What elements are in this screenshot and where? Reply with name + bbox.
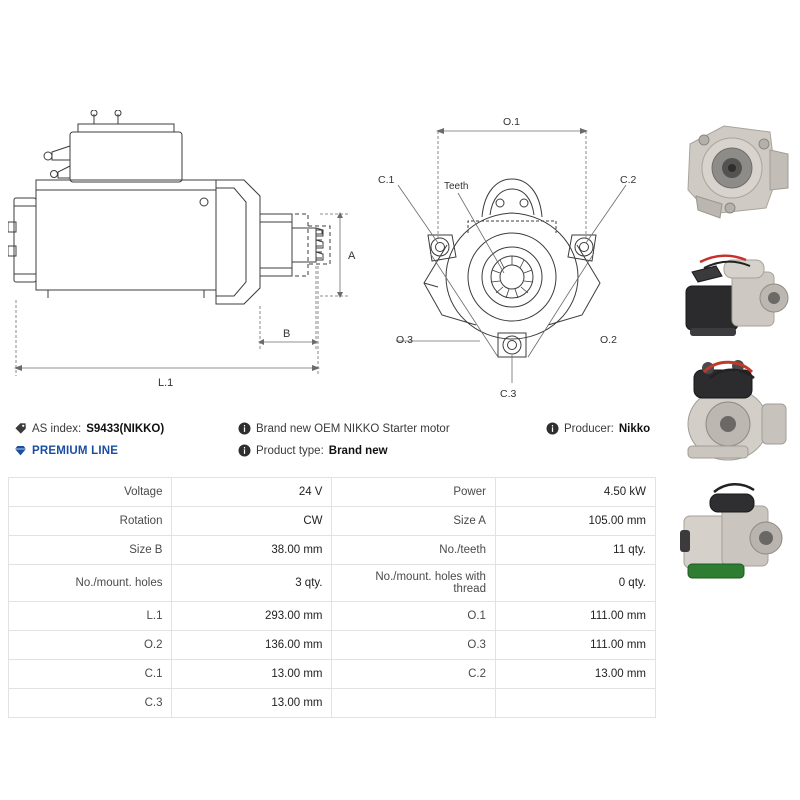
spec-label: Voltage xyxy=(9,478,172,507)
spec-value: 293.00 mm xyxy=(172,602,332,631)
as-index-cell xyxy=(0,421,238,437)
spec-value: 136.00 mm xyxy=(172,631,332,660)
dimension-label-C3: C.3 xyxy=(500,388,517,400)
as-index-value: S9433(NIKKO) xyxy=(86,423,165,435)
producer-value: Nikko xyxy=(618,423,651,435)
spec-label: L.1 xyxy=(9,602,172,631)
spec-value: 105.00 mm xyxy=(495,507,655,536)
table-row xyxy=(9,478,656,507)
info-icon xyxy=(238,444,251,457)
spec-label: No./mount. holes with thread xyxy=(332,565,495,602)
spec-value: 111.00 mm xyxy=(495,602,655,631)
spec-value: 13.00 mm xyxy=(172,660,332,689)
spec-label: O.3 xyxy=(332,631,495,660)
spec-label: No./teeth xyxy=(332,536,495,565)
table-row xyxy=(9,536,656,565)
spec-label: O.2 xyxy=(9,631,172,660)
table-row xyxy=(9,660,656,689)
product-type-value: Brand new xyxy=(328,445,388,457)
spec-label: C.2 xyxy=(332,660,495,689)
meta-row-2 xyxy=(0,440,800,462)
spec-label: O.1 xyxy=(332,602,495,631)
table-row xyxy=(9,565,656,602)
dimension-label-C2: C.2 xyxy=(620,174,637,186)
product-type-label: Product type: xyxy=(256,445,324,457)
product-photo-2 xyxy=(670,232,796,350)
spec-label: Size A xyxy=(332,507,495,536)
spec-label: Power xyxy=(332,478,495,507)
starter-front-view-drawing xyxy=(372,105,662,405)
producer-label: Producer: xyxy=(564,423,614,435)
dimension-label-L1: L.1 xyxy=(158,377,174,389)
table-row xyxy=(9,507,656,536)
spec-value: 4.50 kW xyxy=(495,478,655,507)
product-photo-strip xyxy=(670,110,798,598)
dimension-label-O2: O.2 xyxy=(600,334,617,346)
meta-block xyxy=(0,418,800,462)
spec-label: Rotation xyxy=(9,507,172,536)
spec-value: 38.00 mm xyxy=(172,536,332,565)
tag-icon xyxy=(14,422,27,435)
premium-line-cell xyxy=(0,443,238,459)
dimension-label-C1: C.1 xyxy=(378,174,395,186)
info-icon xyxy=(546,422,559,435)
spec-value: 11 qty. xyxy=(495,536,655,565)
meta-row-1 xyxy=(0,418,800,440)
spec-label: Size B xyxy=(9,536,172,565)
teeth-label: Teeth xyxy=(444,181,469,192)
producer-cell xyxy=(546,421,786,437)
starter-side-view-drawing xyxy=(8,110,358,400)
dimension-label-O1: O.1 xyxy=(503,116,520,128)
description-text: Brand new OEM NIKKO Starter motor xyxy=(256,423,450,435)
spec-value: CW xyxy=(172,507,332,536)
spec-value: 111.00 mm xyxy=(495,631,655,660)
premium-line-label: PREMIUM LINE xyxy=(32,445,119,457)
product-photo-4 xyxy=(670,476,796,594)
dimension-label-O3: O.3 xyxy=(396,334,413,346)
diamond-icon xyxy=(14,444,27,457)
spec-value: 24 V xyxy=(172,478,332,507)
dimension-label-A: A xyxy=(348,250,356,262)
product-type-cell xyxy=(238,443,546,459)
specifications-table xyxy=(8,477,656,718)
info-icon xyxy=(238,422,251,435)
spec-label: No./mount. holes xyxy=(9,565,172,602)
spec-empty-cell xyxy=(332,689,495,718)
spec-value: 0 qty. xyxy=(495,565,655,602)
spec-value: 3 qty. xyxy=(172,565,332,602)
spec-label: C.3 xyxy=(9,689,172,718)
product-photo-1 xyxy=(670,110,796,228)
description-cell xyxy=(238,421,546,437)
dimension-label-B: B xyxy=(283,328,291,340)
table-row xyxy=(9,689,656,718)
as-index-label: AS index: xyxy=(32,423,82,435)
spec-label: C.1 xyxy=(9,660,172,689)
table-row xyxy=(9,602,656,631)
spec-value: 13.00 mm xyxy=(495,660,655,689)
spec-empty-cell xyxy=(495,689,655,718)
table-row xyxy=(9,631,656,660)
spec-value: 13.00 mm xyxy=(172,689,332,718)
